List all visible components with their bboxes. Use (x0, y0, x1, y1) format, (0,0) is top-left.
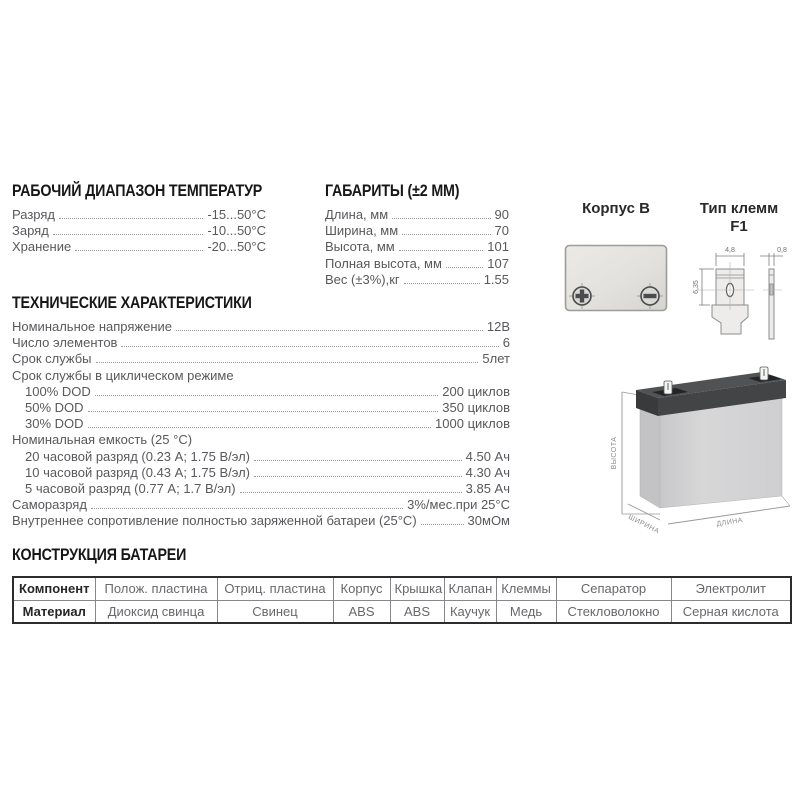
height-dimension-label: ВЫСОТА (611, 436, 618, 470)
width-dimension-label: ШИРИНА (627, 513, 661, 536)
spec-value: 4.50 Ач (465, 448, 510, 464)
dotted-leader (53, 234, 204, 235)
table-cell-material: Материал (13, 600, 95, 623)
dotted-leader (88, 411, 439, 412)
spec-label: 5 часовой разряд (0.77 А; 1.7 В/эл) (25, 481, 236, 497)
case-b-top-view-drawing (564, 244, 668, 314)
temperature-section-heading: РАБОЧИЙ ДИАПАЗОН ТЕМПЕРАТУР (12, 181, 263, 200)
spec-value: -20...50°C (207, 239, 266, 255)
table-cell-sulfuric-acid: Серная кислота (671, 600, 791, 623)
dimensions-section-heading: ГАБАРИТЫ (±2 ММ) (325, 181, 460, 200)
spec-value: 30мОм (467, 513, 510, 529)
dotted-leader (91, 508, 403, 509)
construction-section (12, 545, 792, 624)
spec-label: 30% DOD (25, 416, 84, 432)
dotted-leader (402, 234, 490, 235)
case-b-block (558, 200, 674, 319)
spec-value: 4.30 Ач (465, 464, 510, 480)
table-cell-positive-plate: Полож. пластина (95, 577, 217, 600)
spec-row-self-discharge (12, 497, 510, 513)
terminal-width-dim: 4,8 (725, 247, 735, 254)
spec-value: 350 циклов (442, 400, 510, 416)
table-cell-electrolyte: Электролит (671, 577, 791, 600)
spec-value: 107 (487, 255, 509, 271)
construction-section-heading: КОНСТРУКЦИЯ БАТАРЕИ (12, 545, 187, 564)
spec-label: 50% DOD (25, 400, 84, 416)
table-cell-abs-2: ABS (390, 600, 444, 623)
terminal-caption-line1: Тип клемм (699, 200, 779, 217)
spec-value: 12В (486, 319, 510, 334)
battery-body (636, 367, 786, 508)
spec-row-length (325, 207, 509, 223)
table-cell-terminals: Клеммы (496, 577, 556, 600)
table-cell-case: Корпус (333, 577, 390, 600)
dotted-leader (254, 460, 462, 461)
spec-value: 101 (487, 239, 509, 255)
spec-label: Вес (±3%),кг (325, 271, 400, 287)
spec-value: 6 (502, 335, 510, 351)
spec-label: Хранение (12, 239, 72, 255)
dotted-leader (392, 218, 490, 219)
dotted-leader (121, 346, 498, 347)
spec-row-nominal-voltage (12, 319, 510, 335)
spec-row-height (325, 239, 509, 255)
spec-label: Номинальная емкость (25 °C) (12, 432, 193, 448)
dotted-leader (95, 395, 439, 396)
terminal-f1-drawing (688, 244, 790, 354)
construction-table (12, 576, 792, 624)
dimensions-section (325, 181, 509, 288)
spec-label: Ширина, мм (325, 223, 399, 239)
technical-characteristics-section (12, 293, 510, 530)
temperature-rows (12, 207, 266, 256)
table-cell-valve: Клапан (444, 577, 496, 600)
spec-row-internal-resistance (12, 513, 510, 529)
spec-row-20h-discharge (12, 449, 510, 465)
spec-row-dod-50 (12, 400, 510, 416)
spec-row-dod-30 (12, 416, 510, 432)
terminal-f1-block (688, 200, 790, 359)
spec-row-10h-discharge (12, 465, 510, 481)
spec-label: Высота, мм (325, 239, 395, 255)
spec-row-cell-count (12, 335, 510, 351)
spec-row-discharge (12, 207, 266, 223)
technical-section-heading: ТЕХНИЧЕСКИЕ ХАРАКТЕРИСТИКИ (12, 293, 252, 312)
table-cell-abs-1: ABS (333, 600, 390, 623)
dimensions-rows (325, 207, 509, 288)
spec-label: Срок службы (12, 351, 92, 367)
spec-value: 3%/мес.при 25°C (407, 497, 510, 513)
technical-rows (12, 319, 510, 530)
spec-group-cycle-life (12, 368, 510, 384)
case-b-caption: Корпус B (582, 200, 650, 217)
table-material-row (13, 600, 791, 623)
terminal-thickness-dim: 0,8 (777, 247, 787, 254)
spec-row-total-height (325, 256, 509, 272)
spec-label: Длина, мм (325, 207, 389, 222)
table-cell-lead: Свинец (217, 600, 333, 623)
table-cell-rubber: Каучук (444, 600, 496, 623)
spec-row-5h-discharge (12, 481, 510, 497)
length-dimension-label: ДЛИНА (716, 517, 744, 528)
spec-value: 90 (494, 207, 509, 222)
battery-left-face (640, 406, 660, 508)
spec-row-storage (12, 239, 266, 255)
battery-3d-drawing (600, 348, 800, 536)
table-cell-copper: Медь (496, 600, 556, 623)
dotted-leader (240, 492, 462, 493)
spec-value: 1.55 (483, 271, 509, 287)
dotted-leader (421, 524, 464, 525)
table-header-row (13, 577, 791, 600)
dotted-leader (176, 330, 483, 331)
table-cell-separator: Сепаратор (556, 577, 671, 600)
spec-label: Число элементов (12, 335, 118, 351)
terminal-height-dim: 6,35 (693, 280, 700, 294)
spec-label: Срок службы в циклическом режиме (12, 367, 234, 383)
dotted-leader (399, 250, 484, 251)
spec-label: Саморазряд (12, 497, 87, 513)
table-cell-cover: Крышка (390, 577, 444, 600)
spec-value: -10...50°C (207, 223, 266, 239)
terminal-f1-caption (688, 200, 790, 236)
table-cell-negative-plate: Отриц. пластина (217, 577, 333, 600)
spec-label: Заряд (12, 223, 49, 239)
spec-value: -15...50°C (207, 207, 266, 222)
spec-value: 3.85 Ач (465, 481, 510, 497)
dotted-leader (88, 427, 432, 428)
spec-row-charge (12, 223, 266, 239)
spec-label: Разряд (12, 207, 55, 222)
spec-row-dod-100 (12, 384, 510, 400)
spec-value: 1000 циклов (435, 416, 510, 432)
temperature-range-section (12, 181, 266, 256)
spec-value: 5лет (482, 351, 510, 367)
dotted-leader (446, 267, 483, 268)
spec-row-width (325, 223, 509, 239)
width-dimension (627, 504, 660, 535)
spec-value: 70 (494, 223, 509, 239)
table-cell-fiberglass: Стекловолокно (556, 600, 671, 623)
terminal-caption-line2: F1 (730, 218, 748, 235)
table-cell-component: Компонент (13, 577, 95, 600)
terminal-side-profile (769, 269, 774, 339)
spec-label: 10 часовой разряд (0.43 А; 1.75 В/эл) (25, 464, 251, 480)
dotted-leader (404, 283, 480, 284)
table-cell-lead-dioxide: Диоксид свинца (95, 600, 217, 623)
dotted-leader (96, 362, 479, 363)
dotted-leader (254, 476, 462, 477)
spec-value: 200 циклов (442, 383, 510, 399)
spec-label: 100% DOD (25, 383, 91, 399)
dotted-leader (75, 250, 203, 251)
spec-group-nominal-capacity (12, 432, 510, 448)
spec-label: Внутреннее сопротивление полностью заряженной батареи (25°C) (12, 513, 417, 529)
spec-row-service-life (12, 351, 510, 367)
spec-label: Полная высота, мм (325, 255, 442, 271)
spec-label: Номинальное напряжение (12, 319, 173, 334)
spec-row-weight (325, 272, 509, 288)
dotted-leader (59, 218, 203, 219)
spec-label: 20 часовой разряд (0.23 А; 1.75 В/эл) (25, 448, 251, 464)
